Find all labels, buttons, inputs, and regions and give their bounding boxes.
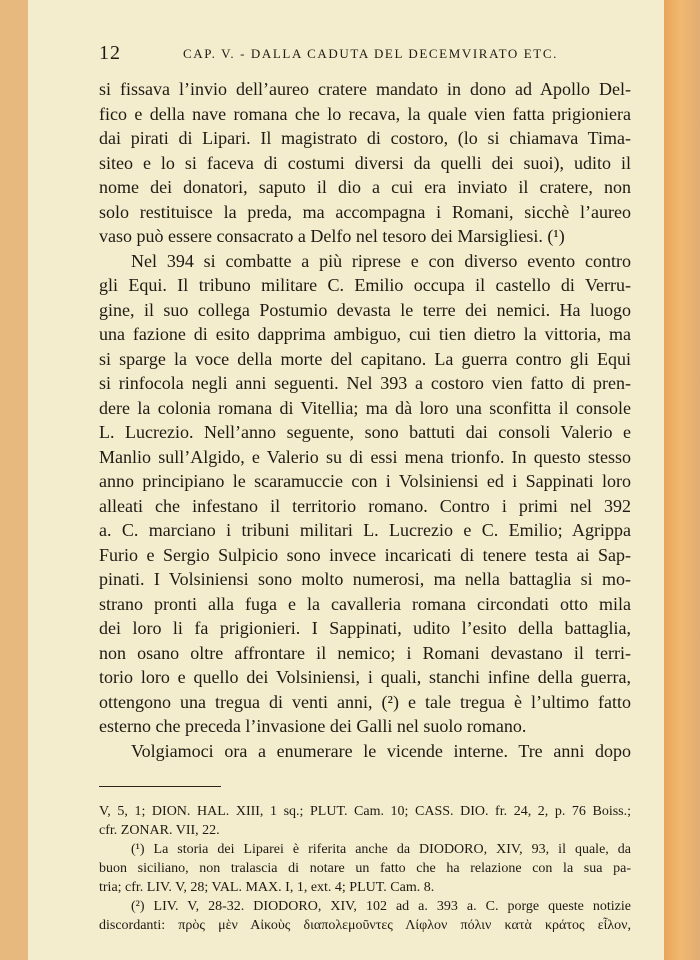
body-line: solo restituisce la preda, ma accompagna i Romani, sicchè l’aureo (99, 201, 631, 222)
page-number: 12 (99, 42, 121, 64)
chapter-title: CAP. V. - DALLA CADUTA DEL DECEMVIRATO ETC. (183, 46, 558, 61)
body-line: ottengono una tregua di venti anni, (²) e tale tregua è l’ultimo fatto (99, 691, 631, 712)
footnote-line: V, 5, 1; DION. HAL. XIII, 1 sq.; PLUT. Cam. 10; CASS. DIO. fr. 24, 2, p. 76 Boiss.; (99, 804, 631, 819)
body-line: Nel 394 si combatte a più riprese e con diverso evento contro (131, 250, 631, 271)
body-line: L. Lucrezio. Nell’anno seguente, sono battuti dai consoli Valerio e (99, 422, 631, 442)
body-line: alleati che infestano il territorio romano. Contro i primi nel 392 (99, 495, 631, 516)
body-line: siteo e lo si faceva di costumi diversi da quelli dei suoi), udito il (99, 152, 631, 173)
footnote-line: tria; cfr. LIV. V, 28; VAL. MAX. I, 1, ext. 4; PLUT. Cam. 8. (99, 880, 435, 895)
footnote-line: cfr. ZONAR. VII, 22. (99, 823, 220, 838)
body-line: Manlio sull’Algido, e Valerio su di essi mena trionfo. In questo stesso (99, 446, 631, 467)
body-line: Volgiamoci ora a enumerare le vicende interne. Tre anni dopo (131, 740, 631, 761)
body-line: Furio e Sergio Sulpicio sono invece incaricati di tenere testa ai Sap- (99, 544, 631, 565)
running-head (99, 42, 631, 66)
body-line: dei loro li fa prigionieri. I Sappinati, udito l’esito della battaglia, (99, 618, 631, 638)
body-line: si fissava l’invio dell’aureo cratere mandato in dono ad Apollo Del- (99, 79, 631, 99)
body-line: a. C. marciano i tribuni militari L. Lucrezio e C. Emilio; Agrippa (99, 520, 631, 540)
footnote-line: buon siciliano, non tralascia di notare un fatto che ha relazione con la sua pa- (99, 861, 631, 876)
body-line: esterno che preceda l’invasione dei Galli nel suolo romano. (99, 716, 527, 736)
body-line: anno principiano le scaramuccie con i Volsiniensi ed i Sappinati loro (99, 471, 631, 491)
body-line: si rinfocola negli anni seguenti. Nel 393 a costoro vien fatto di pren- (99, 373, 631, 393)
footnote-rule (99, 786, 221, 787)
body-text (99, 77, 631, 763)
page-edge (664, 0, 700, 960)
footnote-line: (²) LIV. V, 28-32. DIODORO, XIV, 102 ad a. 393 a. C. porge queste notizie (131, 899, 631, 914)
body-line: pinati. I Volsiniensi sono molto numerosi, ma nella battaglia si mo- (99, 569, 631, 589)
body-line: nome dei donatori, saputo il dio a cui era inviato il cratere, non (99, 177, 631, 197)
body-line: torio loro e quello dei Volsiniensi, i quali, stanchi infine della guerra, (99, 667, 631, 687)
body-line: una fazione di esito dapprima ambiguo, cui tien dietro la vittoria, ma (99, 324, 631, 344)
footnote-line: discordanti: πρὸς μὲν Αἰκοὺς διαπολεμοῦντες Λίφλον πόλιν κατὰ κράτος εἶλον, (99, 918, 631, 933)
body-line: dai pirati di Lipari. Il magistrato di costoro, (lo si chiamava Tima- (99, 128, 631, 148)
body-line: si sparge la voce della morte del capitano. La guerra contro gli Equi (99, 348, 631, 369)
body-line: gli Equi. Il tribuno militare C. Emilio occupa il castello di Verru- (99, 275, 631, 295)
body-line: non osano oltre affrontare il nemico; i Romani devastano il terri- (99, 642, 631, 663)
body-line: fico e della nave romana che lo recava, la quale vien fatta prigioniera (99, 103, 631, 124)
body-line: gine, il suo collega Postumio devasta le terre dei nemici. Ha luogo (99, 299, 631, 320)
body-line: dere la colonia romana di Vitellia; ma dà loro una sconfitta il console (99, 397, 631, 418)
footnotes (99, 802, 631, 935)
footnote-line: (¹) La storia dei Liparei è riferita anche da DIODORO, XIV, 93, il quale, da (131, 842, 631, 857)
body-line: vaso può essere consacrato a Delfo nel tesoro dei Marsigliesi. (¹) (99, 226, 565, 246)
body-line: strano pronti alla fuga e la cavalleria romana circondati otto mila (99, 593, 631, 614)
